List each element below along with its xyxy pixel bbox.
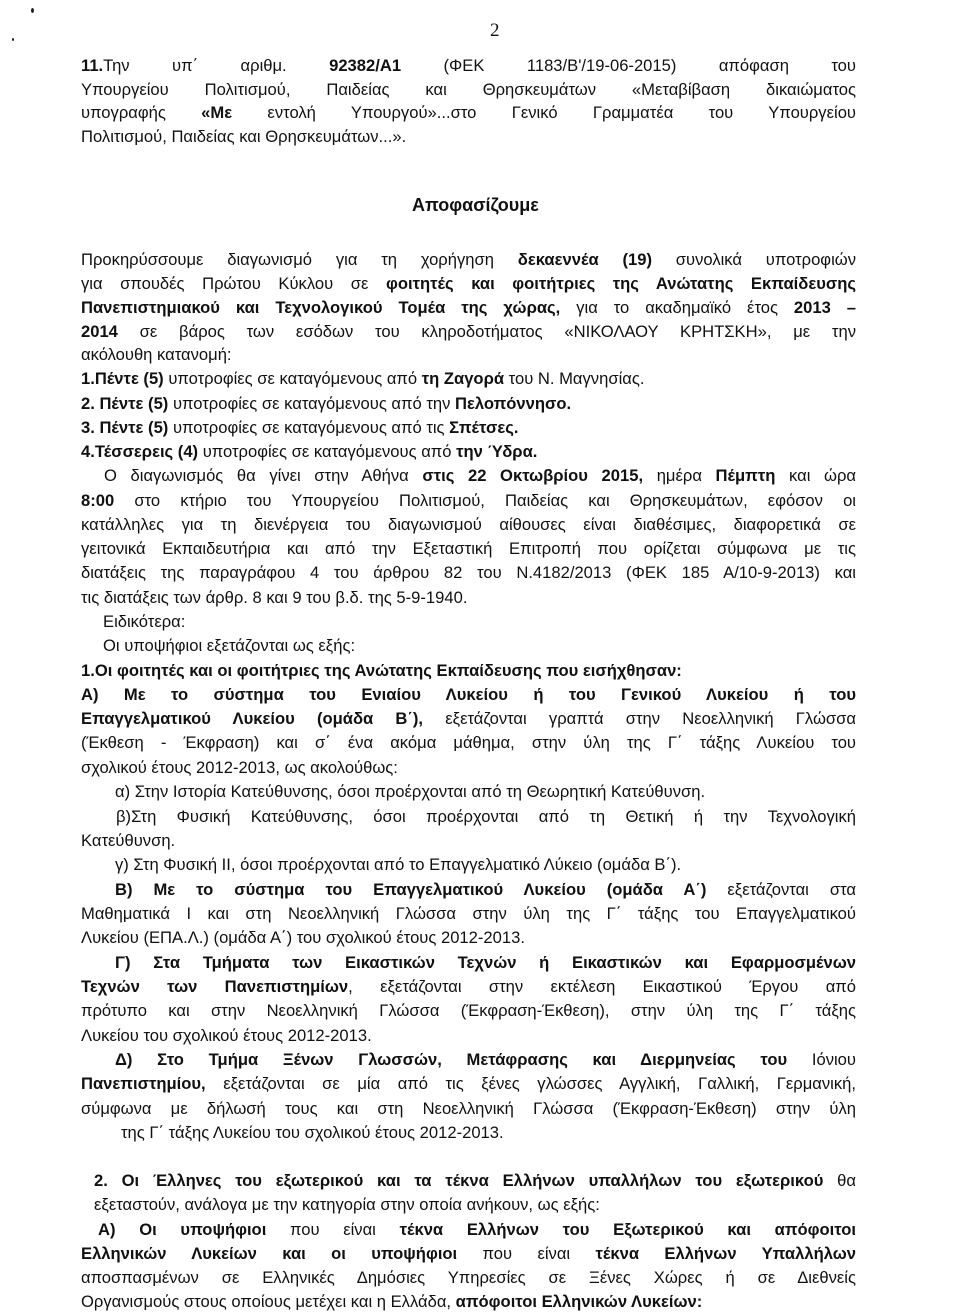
text: στο κτήριο του Υπουργείου Πολιτισμού, Παιδείας και Θρησκευμάτων, εφόσον οι <box>114 491 856 510</box>
text-line <box>81 1025 372 1047</box>
text: α) Στην Ιστορία Κατεύθυνσης, όσοι προέρχονται από τη Θεωρητική Κατεύθυνση. <box>115 782 706 801</box>
text: της Γ΄ τάξης Λυκείου του σχολικού έτους 2012-2013. <box>121 1123 504 1142</box>
text-line <box>81 708 856 730</box>
text: υπογραφής <box>81 103 202 122</box>
text-line <box>81 102 856 124</box>
text-line <box>81 297 856 319</box>
bold-text: απόφοιτοι Ελληνικών Λυκείων: <box>455 1292 703 1311</box>
bold-text: 2013 – <box>793 298 856 317</box>
text: Πολιτισμού, Παιδείας και Θρησκευμάτων...». <box>81 127 407 146</box>
text-line <box>81 490 856 512</box>
text-line <box>81 587 467 609</box>
bold-text: Επαγγελματικού Λυκείου (ομάδα Β΄), <box>81 709 424 728</box>
bold-text: τέκνα Ελλήνων Υπαλλήλων <box>595 1244 856 1263</box>
text-line <box>81 1267 856 1289</box>
text: διατάξεις της παραγράφου 4 του άρθρου 82 του Ν.4182/2013 (ΦΕΚ 185 Α/10-9-2013) και <box>81 563 856 582</box>
text-line <box>81 441 537 463</box>
text: και ώρα <box>775 466 856 485</box>
text: Οργανισμούς στους οποίους μετέχει και η Ελλάδα, <box>81 1292 456 1311</box>
bold-text: Δ) Στο Τμήμα Ξένων Γλωσσών, Μετάφρασης και Διερμηνείας του <box>115 1050 788 1069</box>
text-line <box>81 1073 856 1095</box>
bold-text: 3. Πέντε (5) <box>81 418 169 437</box>
text: Μαθηματικά Ι και στη Νεοελληνική Γλώσσα στην ύλη της Γ΄ τάξης του Επαγγελματικού <box>81 904 856 923</box>
text: σύμφωνα με δήλωσή τους και στη Νεοελληνική Γλώσσα (Έκφραση-Έκθεση) στην ύλη <box>81 1099 856 1118</box>
text: εξετάζονται σε μία από τις ξένες γλώσσες Αγγλική, Γαλλική, Γερμανική, <box>205 1074 856 1093</box>
text-line <box>81 1098 856 1120</box>
bold-text: Α) Με το σύστημα του Ενιαίου Λυκείου ή του Γενικού Λυκείου ή του <box>81 685 856 704</box>
text-line <box>94 1170 856 1192</box>
text-line <box>81 514 856 536</box>
text: ημέρα <box>643 466 716 485</box>
bold-text: Τεχνών των Πανεπιστημίων <box>81 977 349 996</box>
bold-text: 1.Οι φοιτητές και οι φοιτήτριες της Ανώτατης Εκπαίδευσης που εισήχθησαν: <box>81 661 682 680</box>
text-line <box>81 1291 702 1313</box>
text: θα <box>823 1171 856 1190</box>
text-line <box>103 611 185 633</box>
bold-text: τη Ζαγορά <box>421 369 505 388</box>
bold-text: Γ) Στα Τμήματα των Εικαστικών Τεχνών ή Εικαστικών και Εφαρμοσμένων <box>115 953 856 972</box>
text: Υπουργείου Πολιτισμού, Παιδείας και Θρησκευμάτων «Μεταβίβαση δικαιώματος <box>81 80 856 99</box>
text: Ο διαγωνισμός θα γίνει στην Αθήνα <box>104 466 423 485</box>
text: σχολικού έτους 2012-2013, ως ακολούθως: <box>81 758 398 777</box>
text: υποτροφίες σε καταγόμενους από <box>198 442 457 461</box>
text-line <box>81 249 856 271</box>
text-line <box>115 781 705 803</box>
text-line <box>81 903 856 925</box>
text: Λυκείου (ΕΠΑ.Λ.) (ομάδα Α΄) του σχολικού έτους 2012-2013. <box>81 928 525 947</box>
bold-text: Πελοπόννησο. <box>455 394 572 413</box>
text: του Ν. Μαγνησίας. <box>504 369 645 388</box>
text-line <box>81 830 175 852</box>
text: Κατεύθυνση. <box>81 831 176 850</box>
text: υποτροφίες σε καταγόμενους από την <box>168 394 456 413</box>
bold-text: την Ύδρα. <box>456 442 538 461</box>
text-line <box>81 55 856 77</box>
text-line <box>116 806 856 828</box>
bold-text: Πανεπιστημίου, <box>81 1074 206 1093</box>
text: για το ακαδημαϊκό έτος <box>560 298 794 317</box>
bold-text: φοιτητές και φοιτήτριες της Ανώτατης Εκπαίδευσης <box>385 274 856 293</box>
text-line <box>115 1049 856 1071</box>
bold-text: 2014 <box>81 322 118 341</box>
text-line <box>81 79 856 101</box>
bold-text: Πανεπιστημιακού και Τεχνολογικού Τομέα της χώρας, <box>81 298 561 317</box>
text: (ΦΕΚ 1183/Β'/19-06-2015) απόφαση του <box>401 56 856 75</box>
text-line <box>94 1194 600 1216</box>
text: ακόλουθη κατανομή: <box>81 345 232 364</box>
bold-text: Β) Με το σύστημα του Επαγγελματικού Λυκείου (ομάδα Α΄) <box>115 880 707 899</box>
text: εξεταστούν, ανάλογα με την κατηγορία στην οποία ανήκουν, ως εξής: <box>94 1195 600 1214</box>
text: , εξετάζονται στην εκτέλεση Εικαστικού Έργου από <box>348 977 856 996</box>
text-line <box>81 538 856 560</box>
bold-text: Α) Οι υποψήφιοι <box>98 1220 267 1239</box>
text-line <box>81 927 525 949</box>
decision-heading: Αποφασίζουμε <box>412 195 539 215</box>
text-line <box>121 1122 504 1144</box>
text-line <box>81 757 398 779</box>
text: συνολικά υποτροφιών <box>651 250 856 269</box>
text-line <box>81 344 232 366</box>
text: κατάλληλες για τη διενέργεια του διαγωνισμού αίθουσες είναι διαθέσιμες, διαφορετικά σε <box>81 515 856 534</box>
text: υποτροφίες σε καταγόμενους από <box>163 369 422 388</box>
bold-text: 1.Πέντε (5) <box>81 369 164 388</box>
bold-text: Σπέτσες. <box>449 418 519 437</box>
text-line <box>81 417 518 439</box>
text-line <box>104 465 856 487</box>
text-line <box>81 321 856 343</box>
text-line <box>81 684 856 706</box>
text: αποσπασμένων σε Ελληνικές Δημόσιες Υπηρεσίες σε Ξένες Χώρες ή σε Διεθνείς <box>81 1268 856 1287</box>
text: Λυκείου του σχολικού έτους 2012-2013. <box>81 1026 372 1045</box>
scan-speck <box>12 38 14 41</box>
bold-text: Πέμπτη <box>715 466 776 485</box>
bold-text: Ελληνικών Λυκείων και οι υποψήφιοι <box>81 1244 458 1263</box>
bold-text: 11. <box>81 56 104 75</box>
text-line <box>81 126 406 148</box>
text-line <box>81 562 856 584</box>
text: Ιόνιου <box>787 1050 856 1069</box>
text: β)Στη Φυσική Κατεύθυνσης, όσοι προέρχονται από τη Θετική ή την Τεχνολογική <box>116 807 856 826</box>
text: (Έκθεση - Έκφραση) και σ΄ ένα ακόμα μάθημα, στην ύλη της Γ΄ τάξης Λυκείου του <box>81 733 856 752</box>
text-line <box>81 393 571 415</box>
text: Ειδικότερα: <box>103 612 186 631</box>
bold-text: «Με <box>201 103 233 122</box>
text-line <box>115 879 856 901</box>
text: εντολή Υπουργού»...στο Γενικό Γραμματέα του Υπουργείου <box>232 103 856 122</box>
text-line <box>115 854 681 876</box>
text: σε βάρος των εσόδων του κληροδοτήματος «ΝΙΚΟΛΑΟΥ ΚΡΗΤΣΚΗ», με την <box>117 322 856 341</box>
text: τις διατάξεις των άρθρ. 8 και 9 του β.δ. της 5-9-1940. <box>81 588 468 607</box>
text-line <box>115 952 856 974</box>
text: υποτροφίες σε καταγόμενους από τις <box>168 418 450 437</box>
text: γειτονικά Εκπαιδευτήρια και από την Εξεταστική Επιτροπή που ορίζεται σύμφωνα με τις <box>81 539 856 558</box>
text: γ) Στη Φυσική ΙΙ, όσοι προέρχονται από το Επαγγελματικό Λύκειο (ομάδα Β΄). <box>115 855 682 874</box>
page-number: 2 <box>490 20 500 41</box>
text-line <box>81 1000 856 1022</box>
text-line <box>81 368 644 390</box>
bold-text: δεκαεννέα (19) <box>517 250 652 269</box>
bold-text: 2. Πέντε (5) <box>81 394 169 413</box>
text: Την υπ΄ αριθμ. <box>103 56 330 75</box>
text: πρότυπο και στην Νεοελληνική Γλώσσα (Έκφραση-Έκθεση), στην ύλη της Γ΄ τάξης <box>81 1001 856 1020</box>
text-line <box>81 273 856 295</box>
text-line <box>98 1219 856 1241</box>
text: που είναι <box>457 1244 596 1263</box>
text-line <box>81 1243 856 1265</box>
text: Προκηρύσσουμε διαγωνισμό για τη χορήγηση <box>81 250 518 269</box>
text: Οι υποψήφιοι εξετάζονται ως εξής: <box>103 636 356 655</box>
text: εξετάζονται γραπτά στην Νεοελληνική Γλώσσα <box>423 709 856 728</box>
text: για σπουδές Πρώτου Κύκλου σε <box>81 274 386 293</box>
bold-text: 4.Τέσσερεις (4) <box>81 442 199 461</box>
text-line <box>81 976 856 998</box>
bold-text: τέκνα Ελλήνων του Εξωτερικού και απόφοιτοι <box>399 1220 856 1239</box>
bold-text: 8:00 <box>81 491 115 510</box>
bold-text: 92382/Α1 <box>329 56 402 75</box>
text-line <box>81 732 856 754</box>
text-line <box>103 635 355 657</box>
bold-text: στις 22 Οκτωβρίου 2015, <box>422 466 644 485</box>
scan-speck <box>31 8 34 13</box>
bold-text: 2. Οι Έλληνες του εξωτερικού και τα τέκνα Ελλήνων υπαλλήλων του εξωτερικού <box>94 1171 824 1190</box>
text: εξετάζονται στα <box>706 880 856 899</box>
text-line <box>81 660 682 682</box>
text: που είναι <box>266 1220 400 1239</box>
